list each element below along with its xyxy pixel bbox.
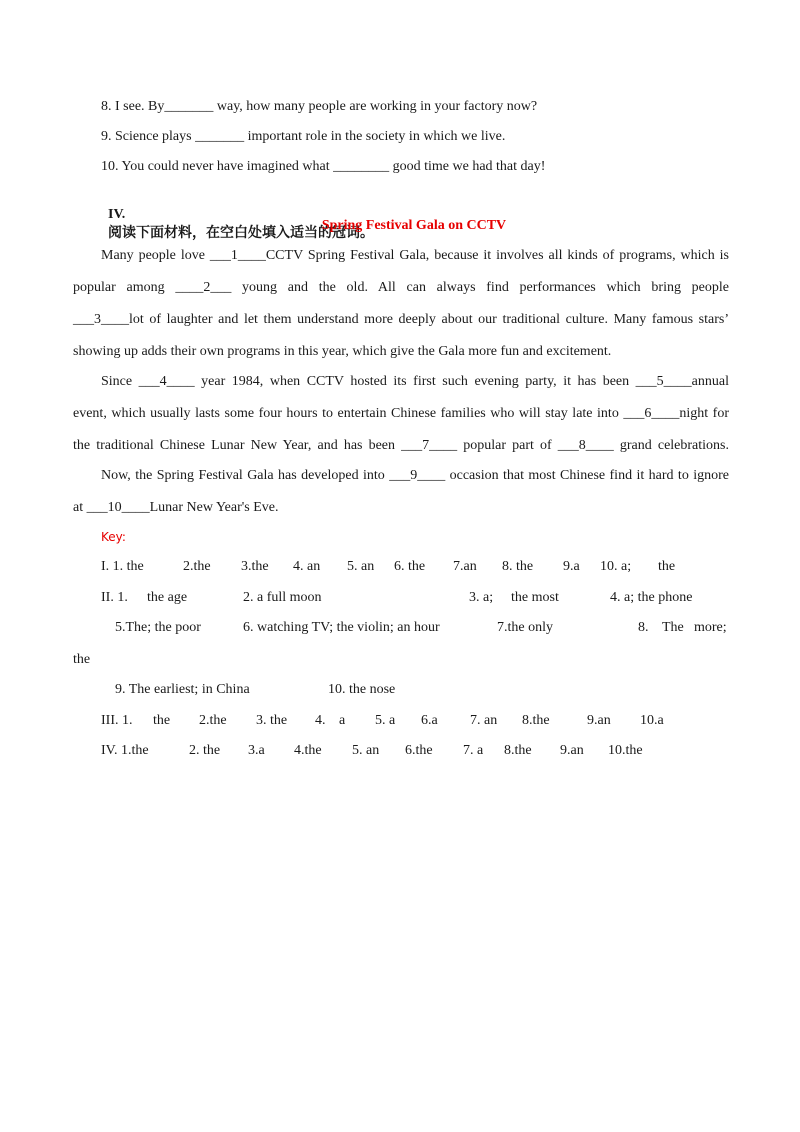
key-answer: 8. (638, 620, 649, 635)
passage-line: event, which usually lasts some four hours to entertain Chinese families who will stay late into ___6____night for (73, 406, 729, 421)
passage-line: the traditional Chinese Lunar New Year, and has been ___7____ popular part of ___8____ grand celebrations. (73, 438, 729, 453)
key-answer: 9.an (560, 743, 584, 758)
key-answer: 5. a (375, 713, 396, 728)
key-answer: 8.the (504, 743, 532, 758)
key-answer: 10. a; (600, 559, 632, 574)
key-answer: 5. an (352, 743, 380, 758)
key-answer: II. 1. (101, 590, 128, 605)
passage-line: Many people love ___1____CCTV Spring Festival Gala, because it involves all kinds of programs, which is (101, 248, 729, 263)
key-answer: 2.the (183, 559, 211, 574)
section-number: IV. (108, 207, 126, 222)
key-answer: the most (511, 590, 559, 605)
key-answer: 7.an (453, 559, 477, 574)
key-answer: 5.The; the poor (115, 620, 201, 635)
key-answer: 6.the (405, 743, 433, 758)
key-answer: I. 1. the (101, 559, 144, 574)
key-answer: 3. the (256, 713, 288, 728)
key-answer: 7. an (470, 713, 498, 728)
key-answer: 6. the (394, 559, 426, 574)
key-answer: 6. watching TV; the violin; an hour (243, 620, 440, 635)
key-answer: 2. the (189, 743, 221, 758)
passage-line: popular among ____2___ young and the old. All can always find performances which bring people (73, 280, 729, 295)
passage-line: showing up adds their own programs in this year, which give the Gala more fun and excitement. (73, 344, 612, 359)
key-answer: more; (694, 620, 727, 635)
key-answer: The (662, 620, 684, 635)
key-answer: 7. a (463, 743, 484, 758)
key-answer: 7.the only (497, 620, 553, 635)
key-answer: 10.the (608, 743, 643, 758)
key-answer: 4.the (294, 743, 322, 758)
passage-line: at ___10____Lunar New Year's Eve. (73, 500, 279, 515)
key-answer: 6.a (421, 713, 438, 728)
passage-line: Now, the Spring Festival Gala has developed into ___9____ occasion that most Chinese find it hard to ignore (101, 468, 729, 483)
exercise-10: 10. You could never have imagined what ________ good time we had that day! (101, 159, 546, 174)
exercise-9: 9. Science plays _______ important role in the society in which we live. (101, 129, 506, 144)
exercise-8: 8. I see. By_______ way, how many people are working in your factory now? (101, 99, 538, 114)
key-answer: 2.the (199, 713, 227, 728)
key-label: Key: (101, 530, 126, 544)
key-answer: 3.the (241, 559, 269, 574)
key-answer: the (658, 559, 676, 574)
key-answer: the age (147, 590, 188, 605)
key-answer: 9.a (563, 559, 580, 574)
key-answer: 3. a; (469, 590, 494, 605)
key-answer-wrap: the (73, 652, 91, 667)
passage-title: Spring Festival Gala on CCTV (321, 218, 507, 233)
key-answer: 3.a (248, 743, 265, 758)
key-answer: 4. an (293, 559, 321, 574)
key-answer: 9.an (587, 713, 611, 728)
key-answer: the (153, 713, 171, 728)
section-instruction: 阅读下面材料，在空白处填入适当的冠词。 (108, 225, 374, 241)
passage-line: Since ___4____ year 1984, when CCTV hosted its first such evening party, it has been ___5____annual (101, 374, 729, 389)
key-answer: 8. the (502, 559, 534, 574)
key-answer: 8.the (522, 713, 550, 728)
key-answer: III. 1. (101, 713, 133, 728)
key-answer: 10.a (640, 713, 664, 728)
key-answer: 10. the nose (328, 682, 396, 697)
key-answer: 2. a full moon (243, 590, 322, 605)
key-answer: 4. (315, 713, 326, 728)
key-answer: 5. an (347, 559, 375, 574)
passage-line: ___3____lot of laughter and let them understand more deeply about our traditional culture. Many famous stars’ (73, 312, 729, 327)
key-answer: 4. a; the phone (610, 590, 693, 605)
key-answer: IV. 1.the (101, 743, 149, 758)
key-answer: 9. The earliest; in China (115, 682, 250, 697)
key-answer: a (339, 713, 346, 728)
